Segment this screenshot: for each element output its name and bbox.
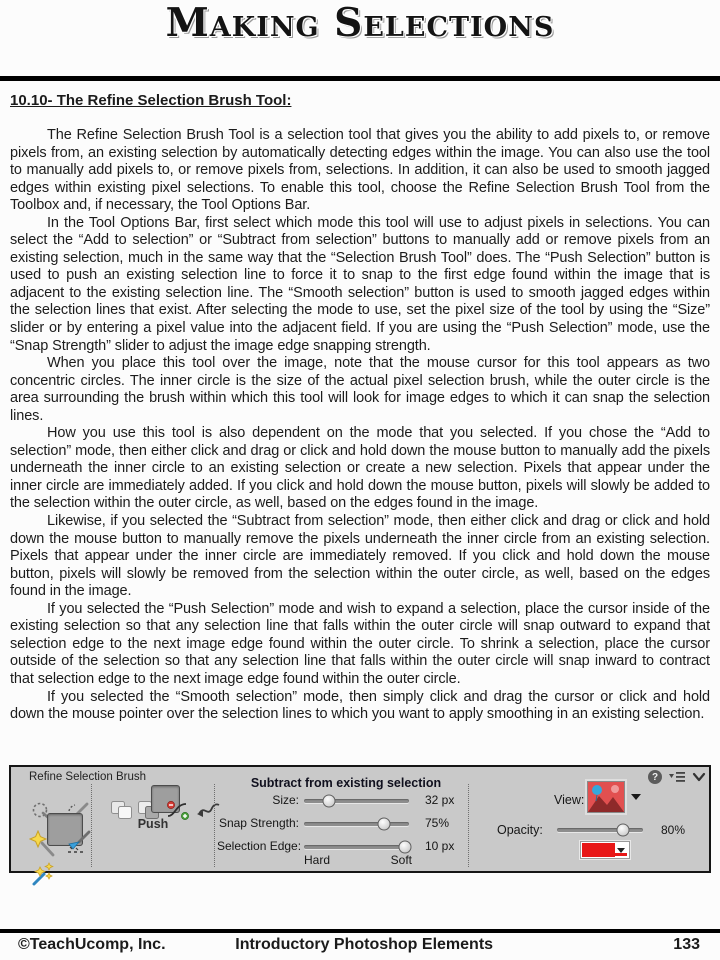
footer-rule (0, 929, 720, 933)
divider (214, 784, 215, 867)
size-slider-knob[interactable] (323, 795, 336, 808)
opacity-slider-knob[interactable] (617, 824, 630, 837)
auto-selection-tool-button[interactable] (15, 848, 47, 875)
size-label: Size: (272, 793, 299, 807)
paragraph: Likewise, if you selected the “Subtract from selection” mode, then either click and drag or click and hold down the mouse button to manually remove the pixels underneath the inner circle from an existing selection. Pixels that appear under the inner circle are immediately removed. If you click and hold down the mouse button, pixels will slowly be removed from the selection within the outer circle, as well, based on the edges found in the image. (10, 513, 710, 600)
snap-strength-slider[interactable] (304, 822, 409, 826)
page-title: Making Selections (165, 0, 555, 46)
section-heading: 10.10- The Refine Selection Brush Tool: (10, 92, 292, 109)
footer-page-number: 133 (673, 936, 700, 953)
paragraph: If you selected the “Smooth selection” mode, then simply click and drag the cursor or click and hold down the mouse pointer over the selection lines to which you want to apply smoothing in an existing selection. (10, 688, 710, 723)
panel-title: Subtract from existing selection (250, 776, 442, 790)
refine-selection-brush-tool-button[interactable] (47, 813, 83, 846)
edge-hard-label: Hard (304, 853, 331, 867)
header-rule (0, 76, 720, 81)
smooth-selection-button[interactable] (183, 787, 209, 812)
overlay-color-swatch-button[interactable] (580, 841, 630, 859)
selection-edge-slider-knob[interactable] (398, 841, 411, 854)
opacity-label: Opacity: (497, 823, 543, 837)
edge-scale (304, 853, 412, 867)
view-label: View: (554, 793, 585, 807)
quick-selection-tool-button[interactable] (15, 787, 47, 814)
swatch-color-bar (615, 853, 627, 856)
snap-strength-slider-knob[interactable] (377, 818, 390, 831)
selection-brush-tool-button[interactable] (49, 787, 81, 814)
paragraph: If you selected the “Push Selection” mode and wish to expand a selection, place the cursor inside of the existing selection so that any selection line that falls within the outer circle will snap outward to expand that selection edge to the next image edge found within the outer circle. To shrink a selection, place the cursor outside of the selection so that any selection line that falls within the outer circle will snap inward to contract that selection edge to the next image edge found within the outer circle. (10, 600, 710, 687)
selection-edge-label: Selection Edge: (217, 839, 302, 853)
footer-copyright: ©TeachUcomp, Inc. (18, 936, 166, 953)
opacity-slider[interactable] (557, 828, 643, 832)
mode-label: Push (137, 817, 169, 831)
size-slider[interactable] (304, 799, 409, 803)
snap-strength-label: Snap Strength: (218, 816, 299, 830)
paragraph: When you place this tool over the image, note that the mouse cursor for this tool appears as two concentric circles. The inner circle is the size of the actual pixel selection brush, while the outer circle is the area surrounding the brush within which this tool will look for image edges to which it can snap the selection lines. (10, 355, 710, 424)
opacity-value: 80% (661, 823, 686, 837)
divider (91, 784, 92, 867)
snap-strength-value: 75% (425, 816, 450, 830)
add-to-selection-button[interactable] (97, 787, 123, 812)
body-text (10, 127, 710, 724)
selection-edge-slider[interactable] (304, 845, 409, 849)
paragraph: In the Tool Options Bar, first select which mode this tool will use to adjust pixels in selections. You can select the “Add to selection” or “Subtract from selection” buttons to manually add or remove pixels from an existing selection, much in the same way that the “Selection Brush Tool” does. The “Push Selection” button is used to push an existing selection line to force it to snap to the first edge found within the image that is adjacent to the existing selection line. The “Smooth selection” button is used to smooth jagged edges within the selection lines that exist. After selecting the mode to use, set the pixel size of the tool by using the “Size” slider or by entering a pixel value into the adjacent field. If you are using the “Push Selection” mode, use the “Snap Strength” slider to adjust the image edge snapping strength. (10, 214, 710, 354)
tool-options-bar (9, 765, 711, 873)
magic-wand-tool-button[interactable] (13, 816, 45, 843)
size-value: 32 px (425, 793, 455, 807)
help-icon[interactable]: ? (648, 770, 662, 784)
edge-soft-label: Soft (390, 853, 412, 867)
tool-name-label: Refine Selection Brush (29, 771, 146, 783)
view-dropdown-arrow[interactable] (631, 794, 641, 800)
subtract-from-selection-button[interactable] (124, 787, 150, 812)
push-selection-button[interactable] (151, 785, 180, 813)
view-thumbnail-image (588, 782, 624, 812)
paragraph: How you use this tool is also dependent on the mode that you selected. If you chose the “Add to selection” mode, then either click and drag or click and hold down the mouse button to manually add the pixels underneath the inner circle to an existing selection or create a new selection. Pixels that appear under the inner circle are immediately added. If you click and hold down the mouse button, pixels will slowly be added to the selection within the outer circle, as well, based on the edges found in the image. (10, 425, 710, 512)
view-thumbnail-button[interactable] (587, 781, 625, 813)
footer (18, 936, 700, 956)
footer-book-title: Introductory Photoshop Elements (235, 936, 494, 953)
paragraph: The Refine Selection Brush Tool is a selection tool that gives you the ability to add pixels to, or remove pixels from, an existing selection by automatically detecting edges within the image. You can also use the tool to manually add pixels to, or remove pixels from, selections. In addition, it can also be used to smooth jagged edges within existing pixel selections. To enable this tool, choose the Refine Selection Brush Tool from the Toolbox and, if necessary, the Tool Options Bar. (10, 127, 710, 214)
divider (468, 784, 469, 867)
overlay-color-fill (582, 843, 615, 857)
selection-edge-value: 10 px (425, 839, 455, 853)
